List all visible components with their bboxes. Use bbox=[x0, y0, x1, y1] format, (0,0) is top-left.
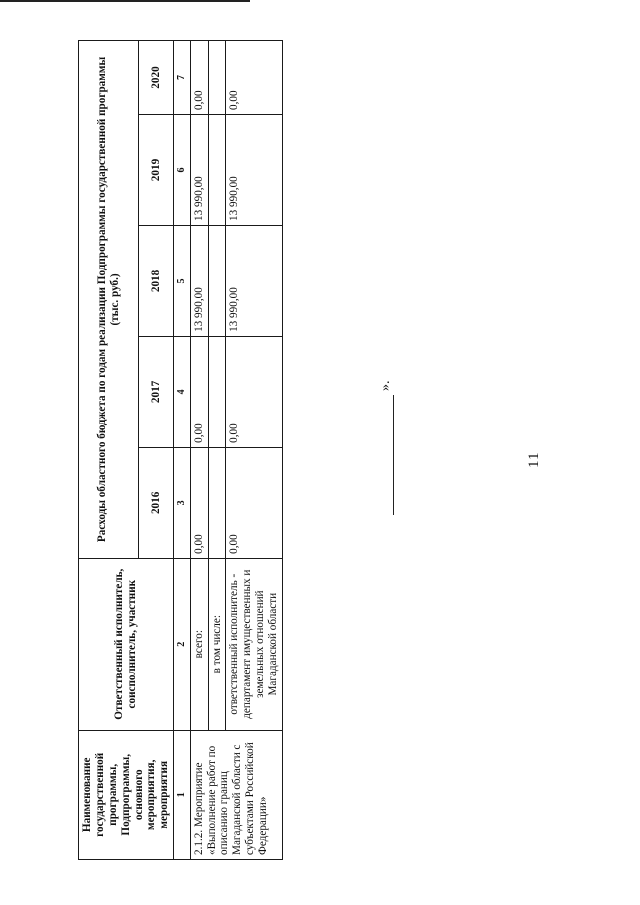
value-cell bbox=[208, 447, 226, 558]
value-cell: 0,00 bbox=[226, 336, 283, 447]
value-cell: 13 990,00 bbox=[190, 115, 208, 226]
col-number: 1 bbox=[174, 730, 191, 859]
value-cell: 13 990,00 bbox=[190, 225, 208, 336]
row-label: всего: bbox=[190, 558, 208, 730]
value-cell bbox=[208, 41, 226, 115]
year-2019: 2019 bbox=[139, 115, 174, 226]
value-cell bbox=[208, 225, 226, 336]
table-row-total bbox=[190, 41, 208, 860]
value-cell: 13 990,00 bbox=[226, 115, 283, 226]
col-number: 5 bbox=[174, 225, 191, 336]
value-cell: 0,00 bbox=[226, 447, 283, 558]
budget-table bbox=[78, 40, 283, 860]
col-number: 7 bbox=[174, 41, 191, 115]
header-expenses: Расходы областного бюджета по годам реализации Подпрограммы государственной программы (тыс. руб.) bbox=[79, 41, 139, 559]
row-label: в том числе: bbox=[208, 558, 226, 730]
year-2020: 2020 bbox=[139, 41, 174, 115]
year-2018: 2018 bbox=[139, 225, 174, 336]
value-cell: 0,00 bbox=[190, 447, 208, 558]
value-cell: 0,00 bbox=[226, 41, 283, 115]
header-name: Наименование государственной программы, Подпрограммы, основного мероприятия, мероприятия bbox=[79, 730, 174, 859]
row-label: ответственный исполнитель - департамент имущественных и земельных отношений Магаданской области bbox=[226, 558, 283, 730]
page-number: 11 bbox=[526, 451, 542, 468]
value-cell bbox=[208, 336, 226, 447]
col-number: 4 bbox=[174, 336, 191, 447]
closing-rule bbox=[381, 395, 394, 515]
col-number: 2 bbox=[174, 558, 191, 730]
value-cell: 13 990,00 bbox=[226, 225, 283, 336]
col-number: 3 bbox=[174, 447, 191, 558]
scan-edge-line bbox=[0, 0, 250, 2]
closing-line bbox=[378, 315, 394, 515]
value-cell bbox=[208, 115, 226, 226]
activity-name: 2.1.2. Мероприятие «Выполнение работ по описанию границ Магаданской области с субъектами Российской Федерации» bbox=[190, 730, 282, 859]
header-executor: Ответственный исполнитель, соисполнитель, участник bbox=[79, 558, 174, 730]
value-cell: 0,00 bbox=[190, 336, 208, 447]
closing-mark: ». bbox=[378, 380, 393, 391]
year-2016: 2016 bbox=[139, 447, 174, 558]
value-cell: 0,00 bbox=[190, 41, 208, 115]
header-row-1 bbox=[79, 41, 139, 860]
col-number: 6 bbox=[174, 115, 191, 226]
column-numbers-row bbox=[174, 41, 191, 860]
year-2017: 2017 bbox=[139, 336, 174, 447]
rotated-page bbox=[78, 40, 613, 860]
